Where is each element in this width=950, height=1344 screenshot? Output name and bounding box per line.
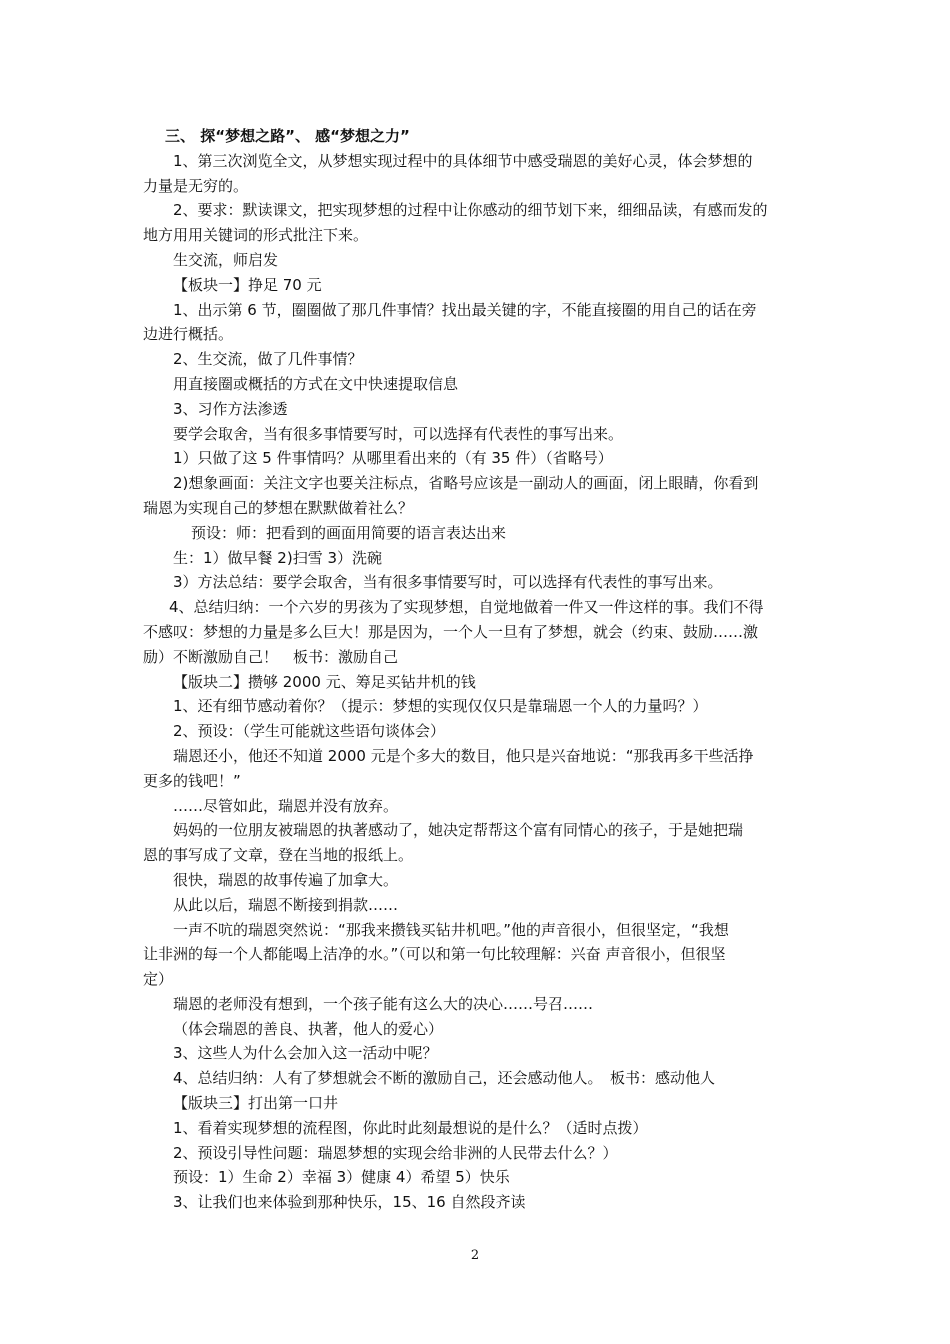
text-line: 瑞恩为实现自己的梦想在默默做着社么？: [143, 498, 414, 517]
text-line: 1、看着实现梦想的流程图，你此时此刻最想说的是什么？（适时点拨）: [173, 1118, 648, 1137]
text-line: 一声不吭的瑞恩突然说：“那我来攒钱买钻井机吧。”他的声音很小，但很坚定，“我想: [173, 920, 729, 939]
text-line: 3、让我们也来体验到那种快乐，15、16 自然段齐读: [173, 1193, 526, 1212]
section-heading: 三、 探“梦想之路”、 感“梦想之力”: [165, 127, 410, 145]
text-line: 2、要求：默读课文，把实现梦想的过程中让你感动的细节划下来，细细品读，有感而发的: [173, 201, 768, 220]
text-line: 用直接圈或概括的方式在文中快速提取信息: [173, 374, 459, 393]
text-line: 瑞恩还小，他还不知道 2000 元是个多大的数目，他只是兴奋地说：“那我再多干些活挣: [173, 746, 754, 765]
text-line: （体会瑞恩的善良、执著，他人的爱心）: [173, 1019, 444, 1038]
text-line: 3、习作方法渗透: [173, 399, 288, 418]
text-line: 边进行概括。: [143, 325, 234, 344]
text-line: 4、总结归纳：人有了梦想就会不断的激励自己，还会感动他人。 板书：感动他人: [173, 1069, 716, 1088]
document-body: [143, 124, 808, 1215]
text-line: 生交流，师启发: [173, 250, 279, 269]
text-line: 励）不断激励自己！ 板书：激励自己: [143, 647, 399, 666]
block-heading: 【版块二】攒够 2000 元、筹足买钻井机的钱: [173, 672, 476, 691]
text-line: 1、出示第 6 节，圈圈做了那几件事情？找出最关键的字，不能直接圈的用自己的话在旁: [173, 300, 757, 319]
text-line: 2、预设引导性问题：瑞恩梦想的实现会给非洲的人民带去什么？）: [173, 1143, 618, 1162]
page-number: 2: [470, 1248, 480, 1263]
text-line: 让非洲的每一个人都能喝上洁净的水。”（可以和第一句比较理解：兴奋 声音很小，但很坚: [143, 945, 726, 964]
block-heading: 【板块一】挣足 70 元: [173, 275, 322, 294]
text-line: ……尽管如此，瑞恩并没有放弃。: [173, 796, 399, 815]
text-line: 要学会取舍，当有很多事情要写时，可以选择有代表性的事写出来。: [173, 424, 624, 443]
block-heading: 【版块三】打出第一口井: [173, 1094, 339, 1113]
text-line: 2、生交流，做了几件事情？: [173, 350, 363, 369]
text-line: 恩的事写成了文章，登在当地的报纸上。: [143, 846, 414, 865]
text-line: 1、第三次浏览全文，从梦想实现过程中的具体细节中感受瑞恩的美好心灵，体会梦想的: [173, 151, 753, 170]
text-line: 力量是无穷的。: [143, 176, 249, 195]
text-line: 1、还有细节感动着你？（提示：梦想的实现仅仅只是靠瑞恩一个人的力量吗？）: [173, 697, 708, 716]
text-line: 定）: [143, 970, 174, 989]
text-line: 3）方法总结：要学会取舍，当有很多事情要写时，可以选择有代表性的事写出来。: [173, 573, 723, 592]
text-line: 妈妈的一位朋友被瑞恩的执著感动了，她决定帮帮这个富有同情心的孩子，于是她把瑞: [173, 821, 744, 840]
text-line: 2)想象画面：关注文字也要关注标点，省略号应该是一副动人的画面，闭上眼睛，你看到: [173, 474, 759, 493]
text-line: 1）只做了这 5 件事情吗？从哪里看出来的（有 35 件）（省略号）: [173, 449, 613, 468]
text-line: 3、这些人为什么会加入这一活动中呢？: [173, 1044, 438, 1063]
text-line: 不感叹：梦想的力量是多么巨大！那是因为，一个人一旦有了梦想，就会（约束、鼓励……激: [143, 622, 759, 641]
text-line: 4、总结归纳：一个六岁的男孩为了实现梦想，自觉地做着一件又一件这样的事。我们不得: [169, 598, 764, 617]
text-line: 瑞恩的老师没有想到，一个孩子能有这么大的决心……号召……: [173, 994, 594, 1013]
text-line: 很快，瑞恩的故事传遍了加拿大。: [173, 870, 399, 889]
text-line: 预设：师：把看到的画面用简要的语言表达出来: [191, 523, 507, 542]
text-line: 2、预设：（学生可能就这些语句谈体会）: [173, 722, 446, 741]
text-line: 地方用用关键词的形式批注下来。: [143, 226, 369, 245]
text-line: 从此以后，瑞恩不断接到捐款……: [173, 895, 399, 914]
text-line: 更多的钱吧！”: [143, 771, 241, 790]
text-line: 生：1）做早餐 2)扫雪 3）洗碗: [173, 548, 383, 567]
text-line: 预设：1）生命 2）幸福 3）健康 4）希望 5）快乐: [173, 1168, 510, 1187]
